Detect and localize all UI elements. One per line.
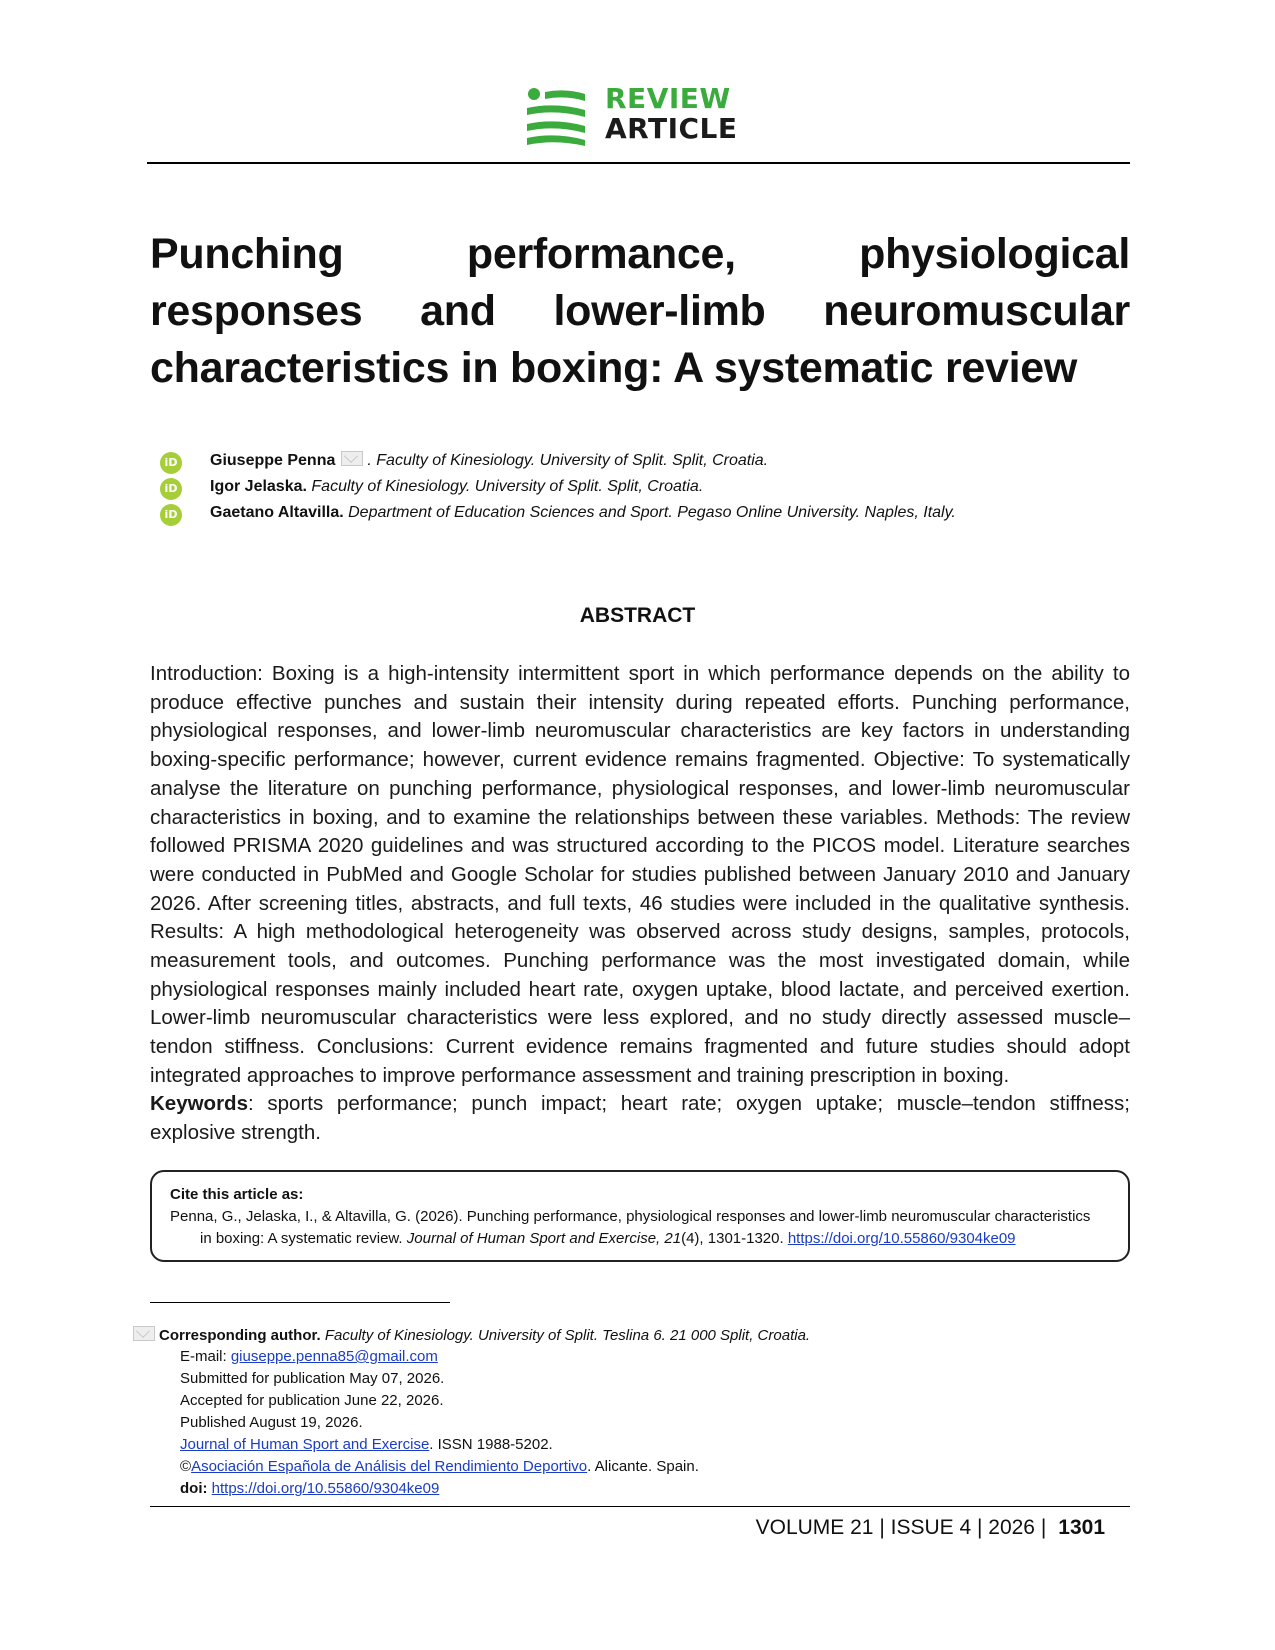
published-date: Published August 19, 2026. — [180, 1414, 363, 1431]
copyright-line — [180, 1458, 699, 1475]
orcid-icon[interactable]: iD — [160, 504, 182, 526]
copyright-symbol: © — [180, 1458, 192, 1475]
corresponding-label: Corresponding author. — [159, 1327, 321, 1344]
author-item — [160, 448, 1120, 474]
citation-issue-pages: (4), 1301-1320. — [681, 1230, 788, 1247]
logo-article-text: ARTICLE — [605, 112, 738, 145]
author-affiliation: Department of Education Sciences and Sport. Pegaso Online University. Naples, Italy. — [348, 504, 956, 521]
journal-link[interactable]: Journal of Human Sport and Exercise — [180, 1436, 430, 1453]
author-affiliation: Faculty of Kinesiology. University of Split. Split, Croatia. — [376, 452, 769, 469]
abstract-heading: ABSTRACT — [579, 604, 696, 627]
envelope-icon[interactable] — [341, 451, 363, 466]
author-affiliation: Faculty of Kinesiology. University of Split. Split, Croatia. — [311, 478, 704, 495]
journal-line — [180, 1436, 553, 1453]
society-link[interactable]: Asociación Española de Análisis del Rendimiento Deportivo — [191, 1458, 588, 1475]
email-link[interactable]: giuseppe.penna85@gmail.com — [230, 1348, 438, 1365]
doi-link[interactable]: https://doi.org/10.55860/9304ke09 — [211, 1480, 440, 1497]
citation-doi-link[interactable]: https://doi.org/10.55860/9304ke09 — [787, 1230, 1016, 1247]
review-article-logo — [525, 84, 755, 146]
citation-journal: Journal of Human Sport and Exercise, 21 — [406, 1230, 682, 1247]
keywords-list: : sports performance; punch impact; heart rate; oxygen uptake; muscle–tendon stiffness; explosive strength. — [150, 1092, 1130, 1144]
header-divider — [147, 162, 1130, 164]
author-item — [160, 474, 1120, 500]
corresponding-address: Faculty of Kinesiology. University of Split. Teslina 6. 21 000 Split, Croatia. — [324, 1327, 811, 1344]
orcid-icon[interactable]: iD — [160, 452, 182, 474]
volume-info: VOLUME 21 | ISSUE 4 | 2026 | — [755, 1516, 1047, 1539]
citation-box — [150, 1170, 1130, 1262]
citation-text: in boxing: A systematic review. — [200, 1230, 407, 1247]
page-number: 1301 — [1058, 1516, 1105, 1539]
abstract-body: Introduction: Boxing is a high-intensity intermittent sport in which performance depends on the ability to produce effective punches and sustain their intensity during repeated efforts. Punching performance, physiological responses, and lower-limb neuromuscular characteristics are key factors in understanding boxing-specific performance; however, current evidence remains fragmented. Objective: To systematically analyse the literature on punching performance, physiological responses, and lower-limb neuromuscular characteristics in boxing, and to examine the relationships between these variables. Methods: The review followed PRISMA 2020 guidelines and was structured according to the PICOS model. Literature searches were conducted in PubMed and Google Scholar for studies published between January 2010 and January 2026. After screening titles, abstracts, and full texts, 46 studies were included in the qualitative synthesis. Results: A high methodological heterogeneity was observed across study designs, samples, protocols, measurement tools, and outcomes. Punching performance was the most investigated domain, while physiological responses mainly included heart rate, oxygen uptake, blood lactate, and perceived exertion. Lower-limb neuromuscular characteristics were less explored, and no study directly assessed muscle–tendon stiffness. Conclusions: Current evidence remains fragmented and future studies should adopt integrated approaches to improve performance assessment and training prescription in boxing. — [150, 662, 1130, 1087]
submitted-date: Submitted for publication May 07, 2026. — [180, 1370, 445, 1387]
logo-stripes-icon — [525, 86, 587, 146]
society-place: . Alicante. Spain. — [587, 1458, 699, 1475]
corresponding-author — [133, 1326, 810, 1344]
email-line — [180, 1348, 438, 1365]
keywords-paragraph — [150, 1090, 1130, 1147]
author-name[interactable]: Giuseppe Penna — [210, 452, 336, 469]
author-item — [160, 500, 1120, 526]
issn-text: . ISSN 1988-5202. — [429, 1436, 553, 1453]
accepted-date: Accepted for publication June 22, 2026. — [180, 1392, 444, 1409]
citation-line — [200, 1230, 1016, 1247]
article-title: Punching performance, physiological responses and lower-limb neuromuscular characteristics in boxing: A systematic review — [150, 230, 1130, 392]
citation-heading: Cite this article as: — [170, 1186, 304, 1203]
author-name[interactable]: Gaetano Altavilla. — [210, 504, 344, 521]
footnote-divider — [150, 1302, 450, 1303]
page-footer — [0, 1516, 1105, 1540]
citation-line: Penna, G., Jelaska, I., & Altavilla, G. (2026). Punching performance, physiological responses and lower-limb neuromuscular characteristics — [170, 1208, 1091, 1225]
orcid-icon[interactable]: iD — [160, 478, 182, 500]
author-sep: . — [367, 452, 377, 469]
email-label: E-mail: — [180, 1348, 231, 1365]
doi-label: doi: — [180, 1480, 212, 1497]
author-list — [160, 448, 1120, 526]
author-name[interactable]: Igor Jelaska. — [210, 478, 307, 495]
envelope-icon — [133, 1326, 155, 1341]
keywords-label: Keywords — [150, 1092, 248, 1115]
footer-divider — [150, 1506, 1130, 1507]
logo-review-text: REVIEW — [605, 82, 731, 115]
doi-line — [180, 1480, 439, 1497]
